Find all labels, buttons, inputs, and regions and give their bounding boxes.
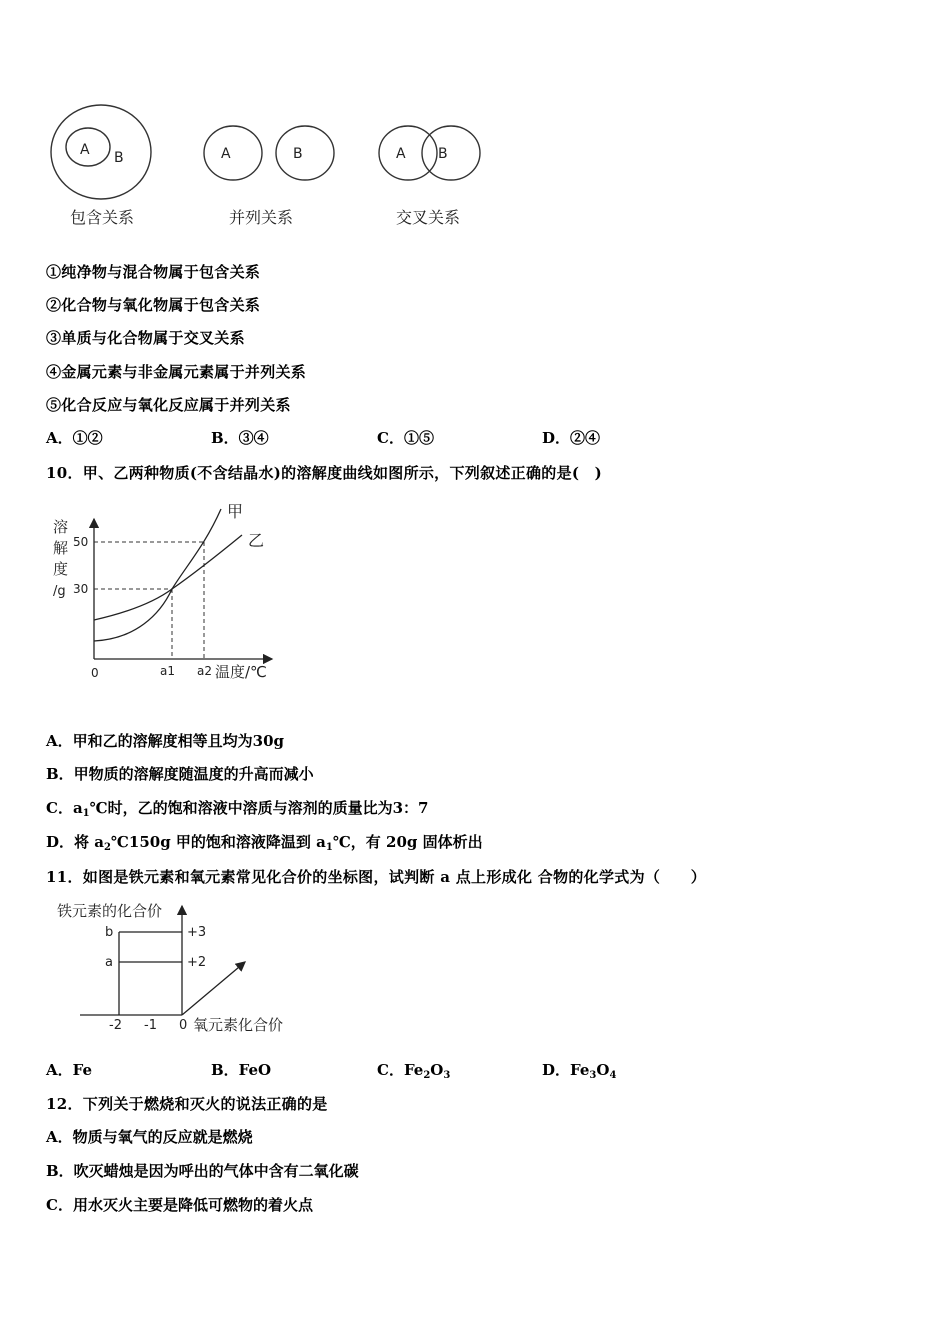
q10-option-c[interactable]: C．$a_1℃$时，乙的饱和溶液中溶质与溶剂的质量比为3：7 bbox=[46, 799, 429, 819]
q10-option-a[interactable]: A．甲和乙的溶解度相等且均为30g bbox=[46, 732, 285, 750]
x-tick-minus1: -1 bbox=[144, 1018, 157, 1033]
q12-option-c[interactable]: C．用水灭火主要是降低可燃物的着火点 bbox=[46, 1196, 313, 1214]
containment-label-b: B bbox=[114, 150, 124, 166]
parallel-circle-a bbox=[204, 126, 262, 180]
parallel-circle-b bbox=[276, 126, 334, 180]
cross-circle-b bbox=[422, 126, 480, 180]
q9-statement: ⑤化合反应与氧化反应属于并列关系 bbox=[46, 396, 291, 414]
x-tick-a1: a1 bbox=[160, 664, 175, 678]
series-label-jia: 甲 bbox=[227, 502, 244, 521]
ylabel-char: 度 bbox=[53, 560, 69, 578]
q9-statement: ③单质与化合物属于交叉关系 bbox=[46, 329, 245, 347]
q9-statement: ①纯净物与混合物属于包含关系 bbox=[46, 263, 261, 281]
q10-option-d[interactable]: D．将 $a_2℃150g$ 甲的饱和溶液降温到 $a_1℃$，有 20g 固体析出 bbox=[46, 833, 483, 853]
origin-label: 0 bbox=[91, 666, 99, 680]
q9-option-b[interactable]: B．③④ bbox=[211, 429, 269, 447]
q11-option-d[interactable]: D．$Fe_3O_4$ bbox=[542, 1061, 617, 1081]
curve-jia bbox=[94, 509, 221, 641]
valence-xlabel: 氧元素化合价 bbox=[193, 1016, 284, 1034]
valence-chart bbox=[55, 896, 315, 1041]
q11-option-c[interactable]: C．$Fe_2O_3$ bbox=[377, 1061, 451, 1081]
series-label-yi: 乙 bbox=[248, 531, 265, 550]
valence-ylabel: 铁元素的化合价 bbox=[57, 902, 163, 920]
q9-statement: ②化合物与氧化物属于包含关系 bbox=[46, 296, 261, 314]
point-label-b: b bbox=[105, 925, 114, 940]
y-tick-50: 50 bbox=[73, 535, 89, 549]
q12-option-b[interactable]: B．吹灭蜡烛是因为呼出的气体中含有二氧化碳 bbox=[46, 1162, 359, 1180]
point-label-a: a bbox=[105, 955, 113, 970]
q12-option-a[interactable]: A．物质与氧气的反应就是燃烧 bbox=[46, 1128, 253, 1146]
curve-yi bbox=[94, 535, 242, 620]
q10-option-b[interactable]: B．甲物质的溶解度随温度的升高而减小 bbox=[46, 765, 314, 783]
containment-label-a: A bbox=[80, 142, 90, 158]
parallel-caption: 并列关系 bbox=[229, 208, 294, 227]
ylabel-char: 溶 bbox=[53, 518, 69, 536]
y-tick-30: 30 bbox=[73, 582, 89, 596]
q9-statement: ④金属元素与非金属元素属于并列关系 bbox=[46, 363, 307, 381]
valence-plus3: +3 bbox=[187, 925, 207, 940]
parallel-label-a: A bbox=[221, 146, 231, 162]
x-tick-0: 0 bbox=[179, 1018, 188, 1033]
relationship-diagram bbox=[40, 100, 500, 200]
x-axis-label: 温度/℃ bbox=[215, 663, 267, 681]
x-tick-a2: a2 bbox=[197, 664, 212, 678]
ylabel-char: /g bbox=[53, 584, 66, 599]
x-tick-minus2: -2 bbox=[109, 1018, 122, 1033]
cross-caption: 交叉关系 bbox=[396, 208, 461, 227]
valence-plus2: +2 bbox=[187, 955, 207, 970]
cross-label-a: A bbox=[396, 146, 406, 162]
parallel-label-b: B bbox=[293, 146, 303, 162]
q9-option-d[interactable]: D．②④ bbox=[542, 429, 601, 447]
q10-stem: 10．甲、乙两种物质(不含结晶水)的溶解度曲线如图所示，下列叙述正确的是( ) bbox=[46, 464, 602, 482]
cross-circle-a bbox=[379, 126, 437, 180]
q9-option-a[interactable]: A．①② bbox=[46, 429, 103, 447]
q11-option-b[interactable]: B．FeO bbox=[211, 1061, 272, 1079]
q12-stem: 12．下列关于燃烧和灭火的说法正确的是 bbox=[46, 1095, 328, 1113]
containment-caption: 包含关系 bbox=[70, 208, 135, 227]
q11-option-a[interactable]: A．Fe bbox=[46, 1061, 93, 1079]
solubility-chart bbox=[45, 495, 285, 690]
q11-stem: 11．如图是铁元素和氧元素常见化合价的坐标图，试判断 a 点上形成化 合物的化学式为（ ） bbox=[46, 868, 707, 886]
ylabel-char: 解 bbox=[53, 539, 69, 557]
q9-option-c[interactable]: C．①⑤ bbox=[377, 429, 434, 447]
cross-label-b: B bbox=[438, 146, 448, 162]
